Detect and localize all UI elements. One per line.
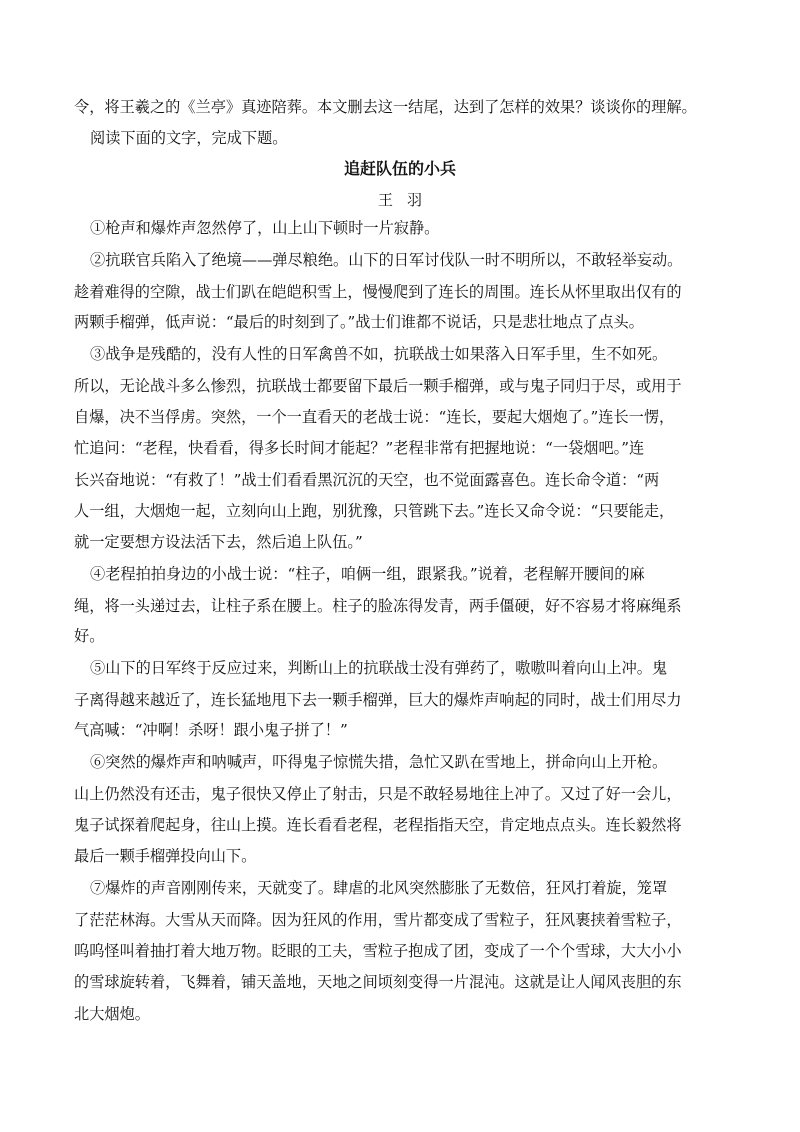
paragraph-2-line: 两颗手榴弹，低声说：“最后的时刻到了。”战士们谁都不说话，只是悲壮地点了点头。 (74, 313, 644, 331)
paragraph-6-line: 山上仍然没有还击，鬼子很快又停止了射击，只是不敢轻易地往上冲了。又过了好一会儿， (74, 785, 682, 803)
paragraph-4-line: 绳，将一头递过去，让柱子系在腰上。柱子的脸冻得发青，两手僵硬，好不容易才将麻绳系 (74, 597, 682, 615)
paragraph-7-line: 的雪球旋转着，飞舞着，铺天盖地，天地之间顷刻变得一片混沌。这就是让人闻风丧胆的东 (74, 973, 682, 991)
paragraph-2-line: 趁着难得的空隙，战士们趴在皑皑积雪上，慢慢爬到了连长的周围。连长从怀里取出仅有的 (74, 283, 682, 301)
paragraph-4-line: 好。 (74, 627, 105, 645)
paragraph-3-line: 忙追问：“老程，快看看，得多长时间才能起？”老程非常有把握地说：“一袋烟吧。”连 (74, 439, 645, 457)
paragraph-5-line: 子离得越来越近了，连长猛地甩下去一颗手榴弹，巨大的爆炸声响起的同时，战士们用尽力 (74, 691, 682, 709)
paragraph-6-line: 鬼子试探着爬起身，往山上摸。连长看看老程，老程指指天空，肯定地点点头。连长毅然将 (74, 816, 682, 834)
paragraph-5-line: 气高喊：“冲啊！杀呀！跟小鬼子拼了！” (74, 721, 348, 739)
article-title: 追赶队伍的小兵 (343, 159, 456, 178)
paragraph-6-line: 最后一颗手榴弹投向山下。 (74, 847, 257, 865)
paragraph-6-line: ⑥突然的爆炸声和呐喊声，吓得鬼子惊慌失措，急忙又趴在雪地上，拼命向山上开枪。 (90, 753, 668, 771)
paragraph-3-line: ③战争是残酷的，没有人性的日军禽兽不如，抗联战士如果落入日军手里，生不如死。 (90, 345, 668, 363)
paragraph-3-line: 长兴奋地说：“有救了！”战士们看看黑沉沉的天空，也不觉面露喜色。连长命令道：“两 (74, 471, 660, 489)
paragraph-3-line: 就一定要想方设法活下去，然后追上队伍。” (74, 533, 363, 551)
paragraph-4-line: ④老程拍拍身边的小战士说：“柱子，咱俩一组，跟紧我。”说着，老程解开腰间的麻 (90, 565, 645, 583)
paragraph-5-line: ⑤山下的日军终于反应过来，判断山上的抗联战士没有弹药了，嗷嗷叫着向山上冲。鬼 (90, 659, 668, 677)
paragraph-3-line: 自爆，决不当俘虏。突然，一个一直看天的老战士说：“连长，要起大烟炮了。”连长一愣， (74, 408, 675, 426)
paragraph-7-line: 北大烟炮。 (74, 1005, 150, 1023)
paragraph-3-line: 所以，无论战斗多么惨烈，抗联战士都要留下最后一颗手榴弹，或与鬼子同归于尽，或用于 (74, 377, 682, 395)
instruction-text: 阅读下面的文字，完成下题。 (90, 129, 288, 147)
paragraph-7-line: 了茫茫林海。大雪从天而降。因为狂风的作用，雪片都变成了雪粒子，狂风裹挟着雪粒子， (74, 911, 682, 929)
paragraph-1-line: ①枪声和爆炸声忽然停了，山上山下顿时一片寂静。 (90, 219, 440, 237)
article-author: 王羽 (377, 191, 436, 209)
lead-text-line: 令，将王羲之的《兰亭》真迹陪葬。本文删去这一结尾，达到了怎样的效果？谈谈你的理解。 (74, 98, 697, 116)
paragraph-7-line: ⑦爆炸的声音刚刚传来，天就变了。肆虐的北风突然膨胀了无数倍，狂风打着旋，笼罩 (90, 879, 668, 897)
paragraph-3-line: 人一组，大烟炮一起，立刻向山上跑，别犹豫，只管跳下去。”连长又命令说：“只要能走， (74, 502, 675, 520)
paragraph-2-line: ②抗联官兵陷入了绝境——弹尽粮绝。山下的日军讨伐队一时不明所以，不敢轻举妄动。 (90, 251, 683, 269)
paragraph-7-line: 呜呜怪叫着抽打着大地万物。眨眼的工夫，雪粒子抱成了团，变成了一个个雪球，大大小小 (74, 942, 682, 960)
